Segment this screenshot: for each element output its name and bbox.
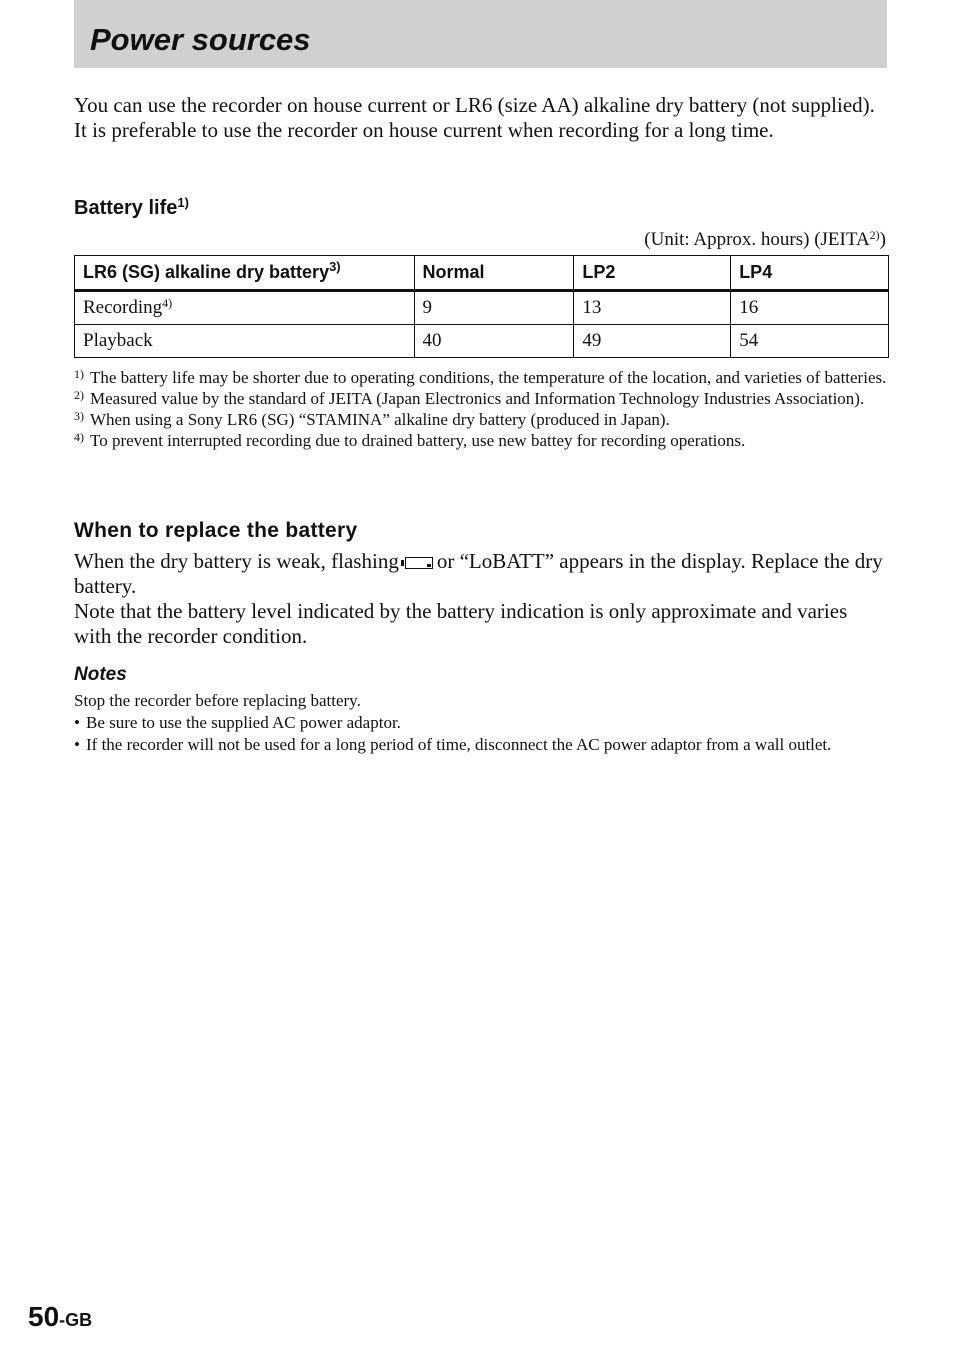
replace-battery-heading: When to replace the battery	[74, 519, 358, 542]
footnote-text: To prevent interrupted recording due to drained battery, use new battey for recording operations.	[90, 431, 746, 450]
footnotes	[74, 367, 889, 451]
footnote	[74, 367, 889, 388]
footnote-text: When using a Sony LR6 (SG) “STAMINA” alkaline dry battery (produced in Japan).	[90, 410, 670, 429]
list-item: • If the recorder will not be used for a long period of time, disconnect the AC power adaptor from a wall outlet.	[74, 734, 889, 756]
page-number-value: 50	[28, 1301, 60, 1332]
page-title: Power sources	[90, 22, 311, 57]
footnote-text: The battery life may be shorter due to operating conditions, the temperature of the location, and varieties of batteries.	[90, 368, 887, 387]
unit-note	[644, 228, 886, 252]
battery-life-table	[74, 255, 889, 358]
unit-note-text: (Unit: Approx. hours) (JEITA	[644, 229, 870, 250]
footnote-ref: 4)	[162, 296, 173, 310]
table-header-row	[75, 256, 889, 291]
table-row	[75, 291, 889, 325]
row-label-playback: Playback	[75, 325, 415, 358]
footnote-mark: 3)	[74, 409, 84, 423]
footnote	[74, 388, 889, 409]
notes-body	[74, 690, 889, 756]
row-label-text: Recording	[83, 297, 163, 318]
replace-text-after: or “LoBATT” appears in the display. Replace the dry battery.	[74, 549, 883, 598]
page-number	[28, 1300, 92, 1337]
cell-lp2: 13	[574, 291, 731, 325]
header-lp2: LP2	[574, 256, 731, 291]
footnote	[74, 409, 889, 430]
title-bar	[74, 0, 887, 68]
footnote	[74, 430, 889, 451]
cell-lp4: 16	[731, 291, 889, 325]
header-lp4: LP4	[731, 256, 889, 291]
replace-paragraph-2: Note that the battery level indicated by the battery indication is only approximate and varies with the recorder condition.	[74, 599, 848, 648]
notes-heading: Notes	[74, 664, 127, 685]
battery-life-heading	[74, 196, 189, 220]
footnote-text: Measured value by the standard of JEITA (Japan Electronics and Information Technology Industries Association).	[90, 389, 865, 408]
battery-empty-icon	[405, 557, 433, 569]
unit-note-close: )	[879, 229, 886, 250]
header-battery-type-label: LR6 (SG) alkaline dry battery	[83, 262, 330, 282]
header-battery-type	[75, 256, 415, 291]
cell-lp2: 49	[574, 325, 731, 358]
page-number-suffix: -GB	[59, 1310, 93, 1330]
header-normal: Normal	[414, 256, 574, 291]
footnote-mark: 2)	[74, 388, 84, 402]
footnote-ref: 1)	[177, 195, 189, 210]
intro-line-1: You can use the recorder on house current or LR6 (size AA) alkaline dry battery (not supplied).	[74, 93, 875, 117]
footnote-ref: 3)	[329, 259, 341, 274]
replace-battery-body	[74, 549, 889, 649]
footnote-mark: 1)	[74, 367, 84, 381]
notes-intro: Stop the recorder before replacing battery.	[74, 691, 361, 710]
cell-normal: 40	[414, 325, 574, 358]
footnote-ref: 2)	[869, 228, 880, 242]
list-item: • Be sure to use the supplied AC power adaptor.	[74, 712, 889, 734]
intro-text	[74, 93, 894, 143]
footnote-mark: 4)	[74, 430, 84, 444]
intro-line-2: It is preferable to use the recorder on house current when recording for a long time.	[74, 118, 774, 142]
table-row	[75, 325, 889, 358]
cell-lp4: 54	[731, 325, 889, 358]
cell-normal: 9	[414, 291, 574, 325]
replace-paragraph-1	[74, 549, 889, 599]
row-label-recording	[75, 291, 415, 325]
notes-list	[74, 712, 889, 756]
replace-text-before: When the dry battery is weak, flashing	[74, 549, 399, 573]
battery-life-heading-text: Battery life	[74, 197, 178, 219]
